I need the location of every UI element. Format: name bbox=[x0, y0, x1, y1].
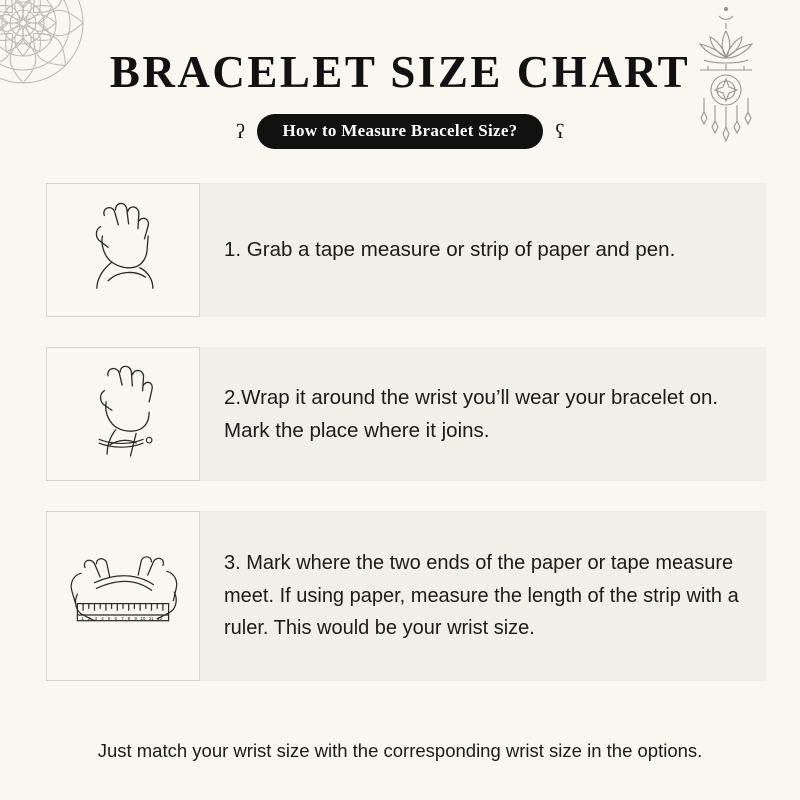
flourish-left-icon: ʕ bbox=[235, 120, 245, 143]
svg-text:10: 10 bbox=[140, 616, 146, 622]
list-item bbox=[46, 347, 766, 481]
svg-text:2: 2 bbox=[87, 616, 91, 622]
steps-list bbox=[0, 183, 800, 681]
svg-text:7: 7 bbox=[121, 616, 124, 622]
svg-text:3: 3 bbox=[94, 616, 98, 622]
svg-text:9: 9 bbox=[134, 616, 138, 622]
svg-text:4: 4 bbox=[101, 616, 104, 622]
svg-text:5: 5 bbox=[107, 616, 111, 622]
svg-text:12: 12 bbox=[157, 616, 163, 622]
svg-text:6: 6 bbox=[114, 616, 118, 622]
hands-measuring-strip-with-ruler-illustration bbox=[46, 511, 200, 681]
step-text: 3. Mark where the two ends of the paper or tape measure meet. If using paper, measure the length of the strip with a ruler. This would be your wrist size. bbox=[224, 552, 739, 640]
svg-text:1: 1 bbox=[81, 616, 84, 622]
flourish-right-icon: ʕ bbox=[555, 120, 565, 143]
svg-text:8: 8 bbox=[127, 616, 131, 622]
page-title: BRACELET SIZE CHART bbox=[109, 47, 691, 97]
hand-with-tape-measure-illustration bbox=[46, 183, 200, 317]
lotus-hanging-ornament-icon bbox=[678, 4, 774, 148]
list-item bbox=[46, 183, 766, 317]
hand-wrapping-tape-around-wrist-illustration bbox=[46, 347, 200, 481]
step-text: 1. Grab a tape measure or strip of paper and pen. bbox=[224, 238, 676, 262]
footer-note: Just match your wrist size with the corresponding wrist size in the options. bbox=[97, 740, 703, 761]
step-text: 2.Wrap it around the wrist you’ll wear your bracelet on. Mark the place where it joins. bbox=[224, 385, 719, 442]
subtitle-badge: How to Measure Bracelet Size? bbox=[257, 114, 544, 149]
svg-text:11: 11 bbox=[148, 616, 154, 622]
list-item bbox=[46, 511, 766, 681]
mandala-flower-icon bbox=[0, 0, 98, 98]
